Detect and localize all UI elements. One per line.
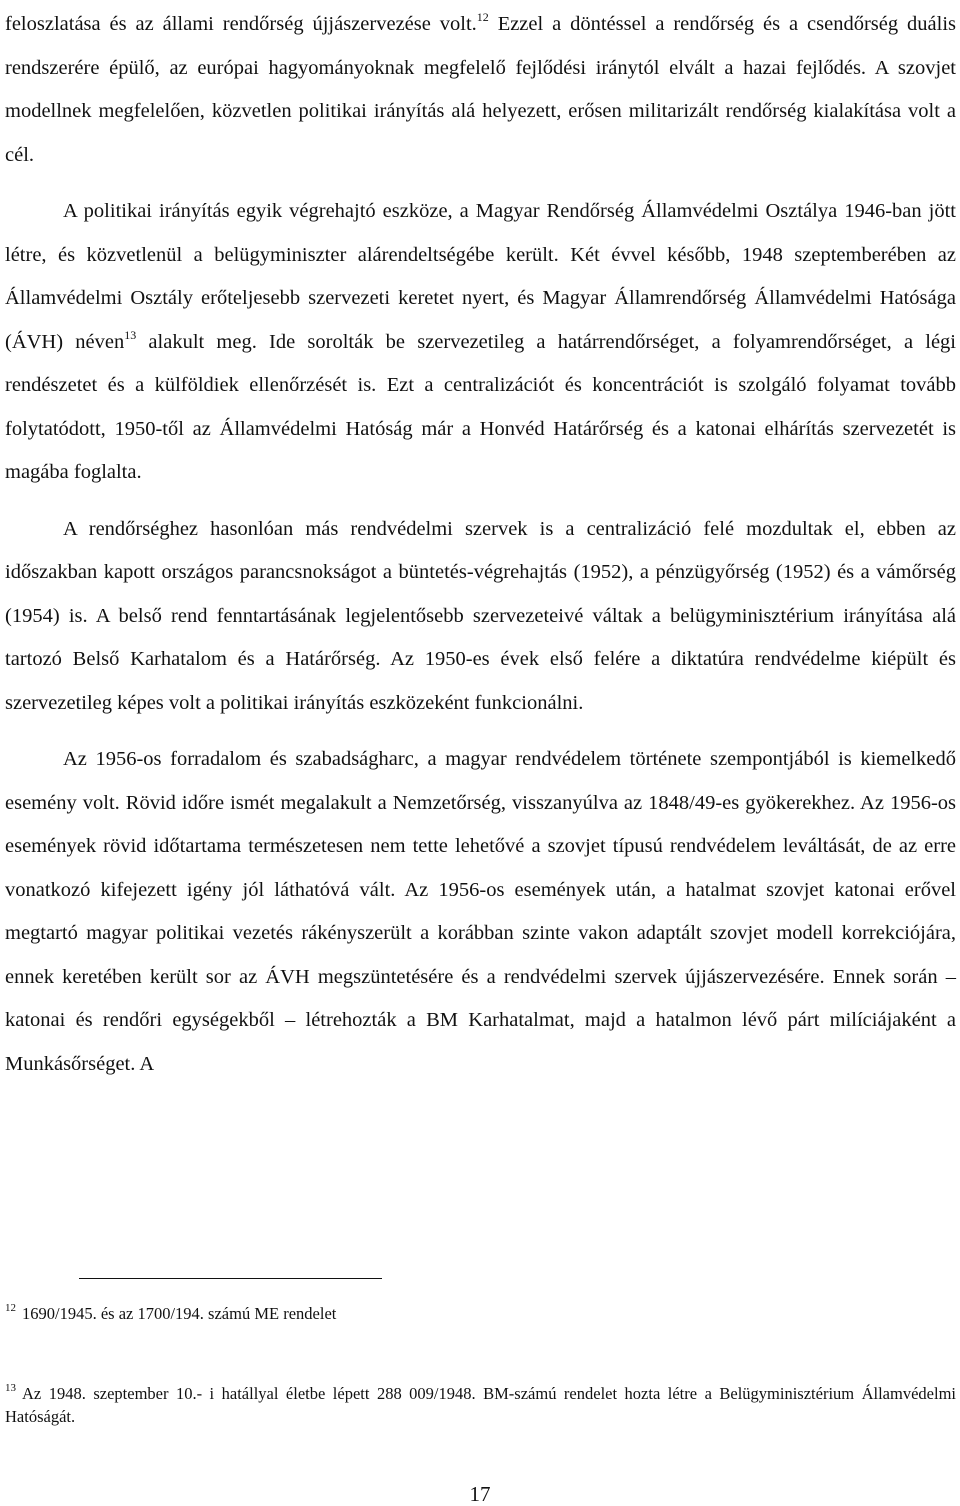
footnote-12-text: 1690/1945. és az 1700/194. számú ME rendelet: [22, 1304, 337, 1323]
paragraph-2-text-end: alakult meg. Ide sorolták be szervezetileg a határrendőrséget, a folyamrendőrséget, a légi rendészetet és a külföldiek ellenőrzését is. Ezt a centralizációt és koncentrációt is szolgáló folyamat tovább folytatódott, 1950-től az Államvédelmi Hatóság már a Honvéd Határőrség és a katonai elhárítás szervezetét is magába foglalta.: [5, 330, 956, 483]
paragraph-2: [5, 190, 956, 495]
footnote-13: [5, 1382, 956, 1428]
paragraph-1-text-start: feloszlatása és az állami rendőrség újjászervezése volt.: [5, 13, 477, 35]
paragraph-1-text-end: Ezzel a döntéssel a rendőrség és a csendőrség duális rendszerére épülő, az európai hagyományoknak megfelelő fejlődési iránytól elvált a hazai fejlődés. A szovjet modellnek megfelelően, közvetlen politikai irányítás alá helyezett, erősen militarizált rendőrség kialakítása volt a cél.: [5, 13, 957, 166]
footnote-12: [5, 1302, 956, 1325]
paragraph-3: A rendőrséghez hasonlóan más rendvédelmi szervek is a centralizáció felé mozdultak el, ebben az időszakban kapott országos parancsnokságot a büntetés-végrehajtás (1952), a pénzügyőrség (1952) és a vámőrség (1954) is. A belső rend fenntartásának legjelentősebb szervezeteivé váltak a belügyminisztérium irányítása alá tartozó Belső Karhatalom és a Határőrség. Az 1950-es évek első felére a diktatúra rendvédelme kiépült és szervezetileg képes volt a politikai irányítás eszközeként funkcionálni.: [5, 517, 956, 714]
paragraph-4: Az 1956-os forradalom és szabadságharc, a magyar rendvédelem története szempontjából is kiemelkedő esemény volt. Rövid időre ismét megalakult a Nemzetőrség, visszanyúlva az 1848/49-es gyökerekhez. Az 1956-os események rövid időtartama természetesen nem tette lehetővé a szovjet típusú rendvédelem leváltását, de az erre vonatkozó kifejezett igény jól láthatóvá vált. Az 1956-os események után, a hatalmat szovjet katonai erővel megtartó magyar politikai vezetés rákényszerült a korábban szinte vakon adaptált szovjet modell korrekciójára, ennek keretében került sor az ÁVH megszüntetésére és a rendvédelmi szervek újjászervezésére. Ennek során – katonai és rendőri egységekből – létrehozták a BM Karhatalmat, majd a hatalmon lévő párt milíciájaként a Munkásőrséget. A: [5, 748, 956, 1075]
body-text: [5, 3, 956, 1086]
paragraph-1: [5, 3, 956, 177]
footnote-13-text: Az 1948. szeptember 10.- i hatállyal életbe lépett 288 009/1948. BM-számú rendelet hozta létre a Belügyminisztérium Államvédelmi Hatóságát.: [5, 1384, 956, 1426]
footnote-13-number: 13: [5, 1382, 16, 1394]
footnote-reference-13: 13: [124, 327, 137, 342]
page-number: 17: [469, 1482, 491, 1506]
footnote-12-number: 12: [5, 1302, 16, 1314]
footnote-separator: [79, 1278, 382, 1279]
footnote-reference-12: 12: [476, 10, 489, 24]
paragraph-2-text-start: A politikai irányítás egyik végrehajtó eszköze, a Magyar Rendőrség Államvédelmi Osztálya 1946-ban jött létre, és közvetlenül a belügyminiszter alárendeltségébe került. Két évvel később, 1948 szeptemberében az Államvédelmi Osztály erőteljesebb szervezeti keretet nyert, és Magyar Államrendőrség Államvédelmi Hatósága (ÁVH) néven: [5, 200, 956, 353]
